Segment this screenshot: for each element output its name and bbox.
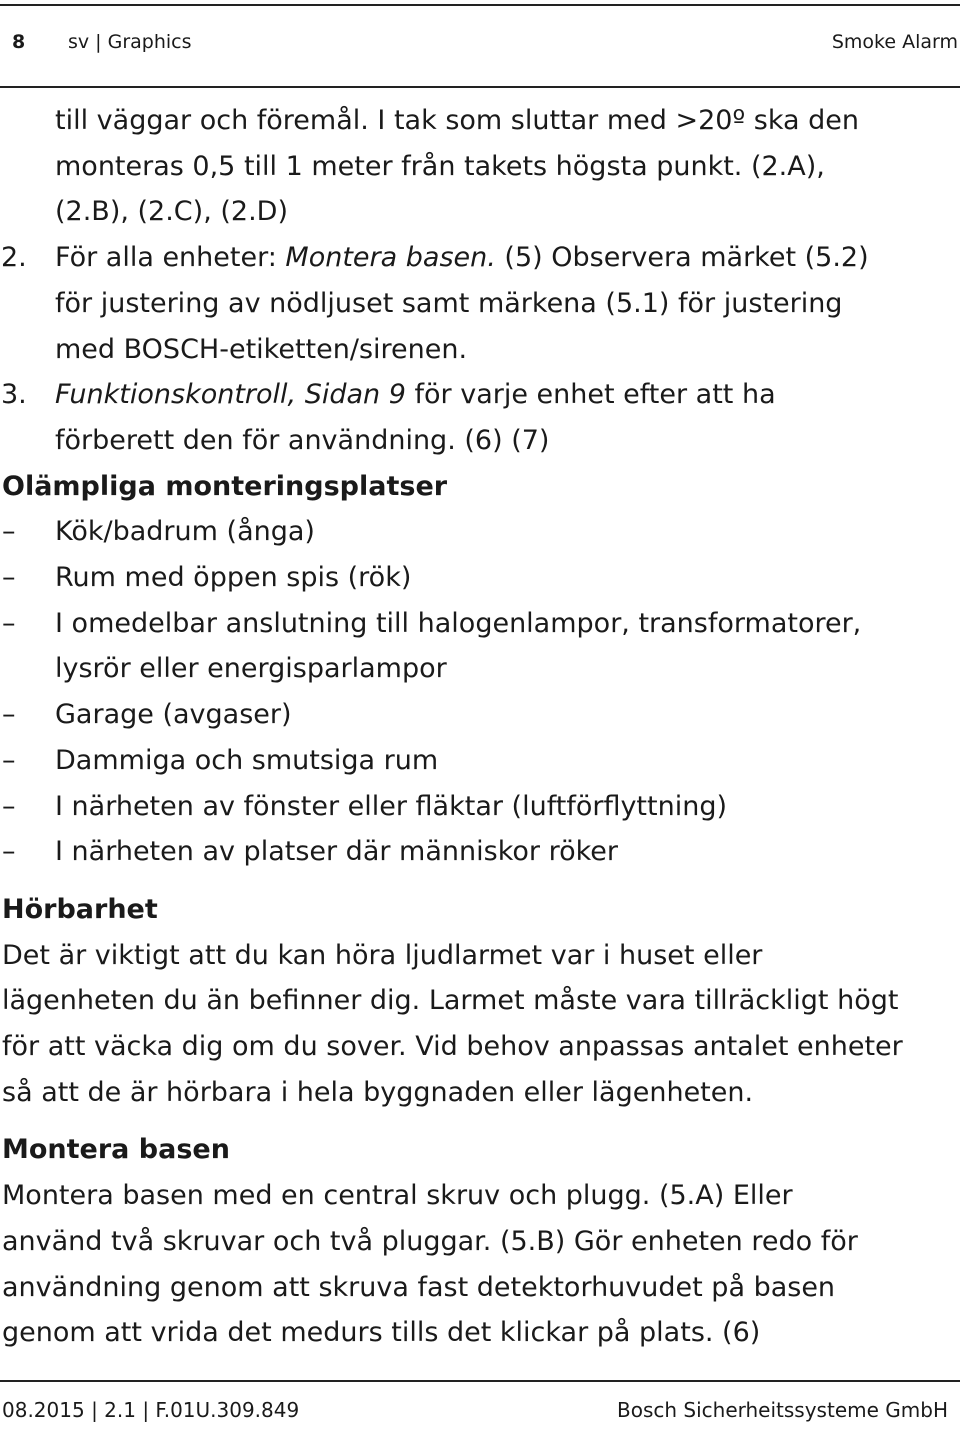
step-2 xyxy=(0,235,960,372)
list-item xyxy=(0,784,960,830)
step-2-line-3: med BOSCH-etiketten/sirenen. xyxy=(55,333,468,365)
dash-bullet: – xyxy=(2,607,16,639)
header-top-rule xyxy=(0,4,960,6)
list-item xyxy=(0,692,960,738)
dash-bullet: – xyxy=(2,790,16,822)
header-bottom-rule xyxy=(0,86,960,88)
section-label: sv | Graphics xyxy=(68,31,192,53)
audibility-paragraph xyxy=(0,933,960,1116)
unsuitable-heading: Olämpliga monteringsplatser xyxy=(2,470,448,502)
step-2-link: Montera basen. xyxy=(285,242,496,274)
list-item-text-cont: lysrör eller energisparlampor xyxy=(55,653,447,685)
list-item xyxy=(0,829,960,875)
list-item-text: Garage (avgaser) xyxy=(55,699,292,731)
paragraph-line: använd två skruvar och två pluggar. (5.B) Gör enheten redo för xyxy=(2,1225,858,1257)
dash-bullet: – xyxy=(2,836,16,868)
paragraph-line: för att väcka dig om du sover. Vid behov anpassas antalet enheter xyxy=(2,1031,903,1063)
step-2-text: För alla enheter: xyxy=(55,242,286,274)
paragraph-line: Montera basen med en central skruv och plugg. (5.A) Eller xyxy=(2,1180,793,1212)
mount-base-paragraph xyxy=(0,1173,960,1356)
dash-bullet: – xyxy=(2,562,16,594)
unsuitable-list xyxy=(0,509,960,875)
page-number: 8 xyxy=(12,31,26,53)
dash-bullet: – xyxy=(2,699,16,731)
step-3-crossref: Funktionskontroll, Sidan 9 xyxy=(55,379,406,411)
list-item-text: I omedelbar anslutning till halogenlampor, transformatorer, xyxy=(55,607,862,639)
intro-line-1: till väggar och föremål. I tak som sluttar med >20º ska den xyxy=(55,105,860,136)
list-item xyxy=(0,509,960,555)
step-3-line-2: förberett den för användning. (6) (7) xyxy=(55,424,550,456)
intro-line-3: (2.B), (2.C), (2.D) xyxy=(55,196,288,228)
step-2-number: 2. xyxy=(1,242,27,274)
page-content xyxy=(0,98,960,1356)
paragraph-line: användning genom att skruva fast detektorhuvudet på basen xyxy=(2,1271,836,1303)
list-item xyxy=(0,738,960,784)
list-item-text: I närheten av platser där människor röker xyxy=(55,836,618,868)
step-3-number: 3. xyxy=(1,379,27,411)
list-item-text: Dammiga och smutsiga rum xyxy=(55,744,439,776)
mount-base-heading: Montera basen xyxy=(2,1134,230,1166)
dash-bullet: – xyxy=(2,516,16,548)
step-2-line-2: för justering av nödljuset samt märkena (5.1) för justering xyxy=(55,287,843,319)
step-3-text: för varje enhet efter att ha xyxy=(405,379,776,411)
list-item-text: Kök/badrum (ånga) xyxy=(55,516,315,548)
list-item-text: Rum med öppen spis (rök) xyxy=(55,562,412,594)
step-2-text-end: (5) Observera märket (5.2) xyxy=(495,242,869,274)
document-title: Smoke Alarm xyxy=(831,31,958,53)
page-header xyxy=(0,31,960,59)
paragraph-line: genom att vrida det medurs tills det klickar på plats. (6) xyxy=(2,1317,761,1349)
step-2-line-1 xyxy=(55,235,960,281)
step-3 xyxy=(0,372,960,463)
intro-line-2: monteras 0,5 till 1 meter från takets högsta punkt. (2.A), xyxy=(55,150,825,182)
step-3-line-1 xyxy=(55,372,960,418)
list-item xyxy=(0,555,960,601)
paragraph-line: så att de är hörbara i hela byggnaden eller lägenheten. xyxy=(2,1076,754,1108)
paragraph-line: lägenheten du än befinner dig. Larmet måste vara tillräckligt högt xyxy=(2,985,899,1017)
dash-bullet: – xyxy=(2,744,16,776)
paragraph-line: Det är viktigt att du kan höra ljudlarmet var i huset eller xyxy=(2,939,763,971)
footer-doc-info: 08.2015 | 2.1 | F.01U.309.849 xyxy=(2,1398,300,1422)
footer-rule xyxy=(0,1380,960,1382)
footer-company: Bosch Sicherheitssysteme GmbH xyxy=(617,1398,948,1422)
list-item xyxy=(0,601,960,692)
audibility-heading: Hörbarhet xyxy=(2,893,158,925)
list-item-text: I närheten av fönster eller fläktar (luftförflyttning) xyxy=(55,790,727,822)
